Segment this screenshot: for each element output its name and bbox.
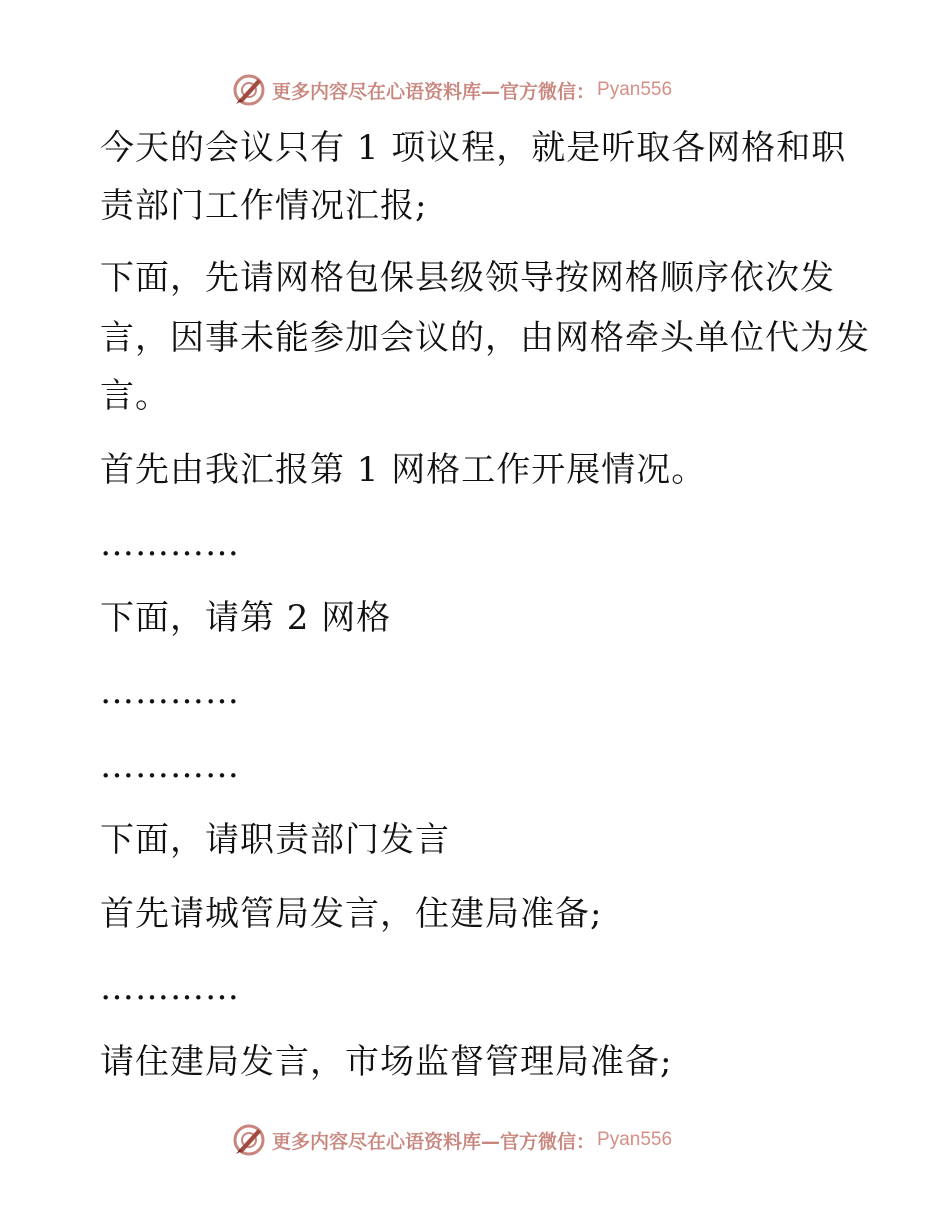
paragraph-line: ………… [100, 524, 240, 564]
paragraph-line: 首先由我汇报第 1 网格工作开展情况。 [100, 450, 707, 490]
paragraph-line: 言，因事未能参加会议的，由网格牵头单位代为发 [100, 318, 870, 358]
paragraph-line: 今天的会议只有 1 项议程，就是听取各网格和职 [100, 128, 847, 168]
paragraph-line: 下面，请第 2 网格 [100, 598, 392, 638]
header-watermark [232, 72, 672, 108]
paragraph-line: ………… [100, 746, 240, 786]
paragraph-line: ………… [100, 672, 240, 712]
watermark-handle: Pyan556 [597, 1129, 673, 1150]
paragraph-line: 下面，请职责部门发言 [100, 820, 450, 860]
paragraph-line: 言。 [100, 376, 170, 416]
quill-logo-icon [232, 1123, 266, 1157]
footer-watermark [232, 1122, 672, 1158]
paragraph-line: 首先请城管局发言，住建局准备; [100, 894, 603, 934]
watermark-handle: Pyan556 [597, 79, 673, 100]
paragraph-line: ………… [100, 968, 240, 1008]
paragraph-line: 责部门工作情况汇报; [100, 186, 428, 226]
watermark-text: 更多内容尽在心语资料库—官方微信： [272, 1130, 596, 1153]
paragraph-line: 下面，先请网格包保县级领导按网格顺序依次发 [100, 258, 835, 298]
watermark-text: 更多内容尽在心语资料库—官方微信： [272, 80, 596, 103]
quill-logo-icon [232, 73, 266, 107]
paragraph-line: 请住建局发言，市场监督管理局准备; [100, 1042, 673, 1082]
